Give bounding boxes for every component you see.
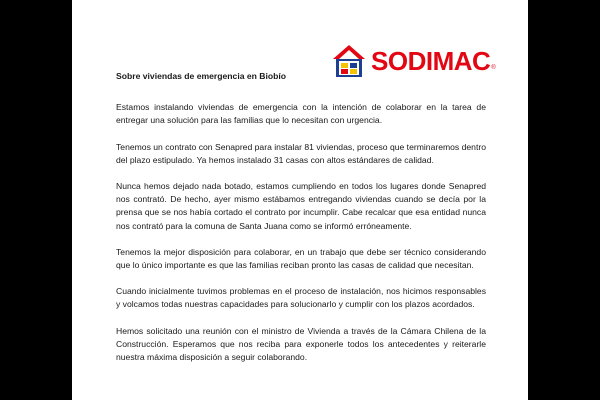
- paragraph: Estamos instalando viviendas de emergencia con la intención de colaborar en la tarea de entregar una solución para las familias que lo necesitan con urgencia.: [116, 102, 486, 126]
- paragraph: Hemos solicitado una reunión con el ministro de Vivienda a través de la Cámara Chilena de la Construcción. Esperamos que nos reciba para exponerle todos los antecedentes y reiterarle nuestra máxima disposición a seguir colaborando.: [116, 325, 486, 363]
- paragraph: Tenemos la mejor disposición para colaborar, en un trabajo que debe ser técnico considerando que lo único importante es que las familias reciban pronto las casas de calidad que necesitan.: [116, 246, 486, 271]
- letter-title: Sobre viviendas de emergencia en Biobío: [116, 71, 287, 81]
- letter-body: [116, 70, 486, 377]
- paragraph: Tenemos un contrato con Senapred para instalar 81 viviendas, proceso que terminaremos dentro del plazo estipulado. Ya hemos instalado 31 casas con altos estándares de calidad.: [116, 141, 486, 165]
- paragraph: Cuando inicialmente tuvimos problemas en el proceso de instalación, nos hicimos responsables y volcamos todas nuestras capacidades para solucionarlo y cumplir con los plazos acordados.: [116, 286, 486, 310]
- document-page: [72, 0, 528, 400]
- registered-mark: ®: [491, 65, 496, 71]
- paragraph: Nunca hemos dejado nada botado, estamos cumpliendo en todos los lugares donde Senapred nos contrató. De hecho, ayer mismo estábamos entregando viviendas cuando se decía por la prensa que se nos había cortado el contrato por incumplir. Cabe recalcar que esa entidad nunca nos contrató para la comuna de Santa Juana como se informó erróneamente.: [116, 181, 486, 231]
- logo-wordmark: SODIMAC: [371, 45, 491, 76]
